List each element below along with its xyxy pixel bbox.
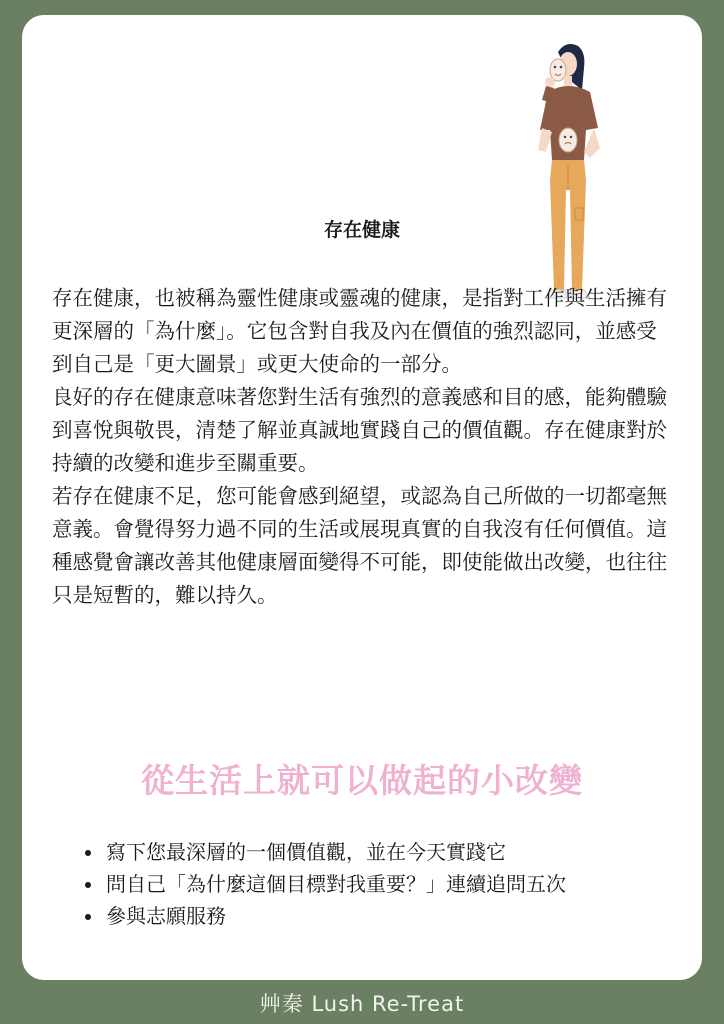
tips-heading: 從生活上就可以做起的小改變 xyxy=(141,761,583,800)
paragraph: 存在健康，也被稱為靈性健康或靈魂的健康，是指對工作與生活擁有更深層的「為什麼」。它包含對自我及內在價值的強烈認同，並感受到自己是「更大圖景」或更大使命的一部分。 xyxy=(52,286,667,376)
paragraph: 若存在健康不足，您可能會感到絕望，或認為自己所做的一切都毫無意義。會覺得努力過不同的生活或展現真實的自我沒有任何價值。這種感覺會讓改善其他健康層面變得不可能，即使能做出改變，也往往只是短暫的，難以持久。 xyxy=(52,484,667,607)
list-item: • 參與志願服務 xyxy=(104,901,674,932)
woman-holding-mask-illustration xyxy=(520,40,620,305)
body-text xyxy=(52,282,672,612)
list-item: • 問自己「為什麼這個目標對我重要？」連續追問五次 xyxy=(104,869,674,900)
section-title: 存在健康 xyxy=(323,219,400,241)
content-card xyxy=(22,15,702,980)
tips-list xyxy=(80,837,674,933)
paragraph: 良好的存在健康意味著您對生活有強烈的意義感和目的感，能夠體驗到喜悅與敬畏，清楚了解並真誠地實踐自己的價值觀。存在健康對於持續的改變和進步至關重要。 xyxy=(52,385,667,475)
brand-footer: 艸秦 Lush Re-Treat xyxy=(259,992,465,1016)
list-item: • 寫下您最深層的一個價值觀，並在今天實踐它 xyxy=(104,837,674,868)
